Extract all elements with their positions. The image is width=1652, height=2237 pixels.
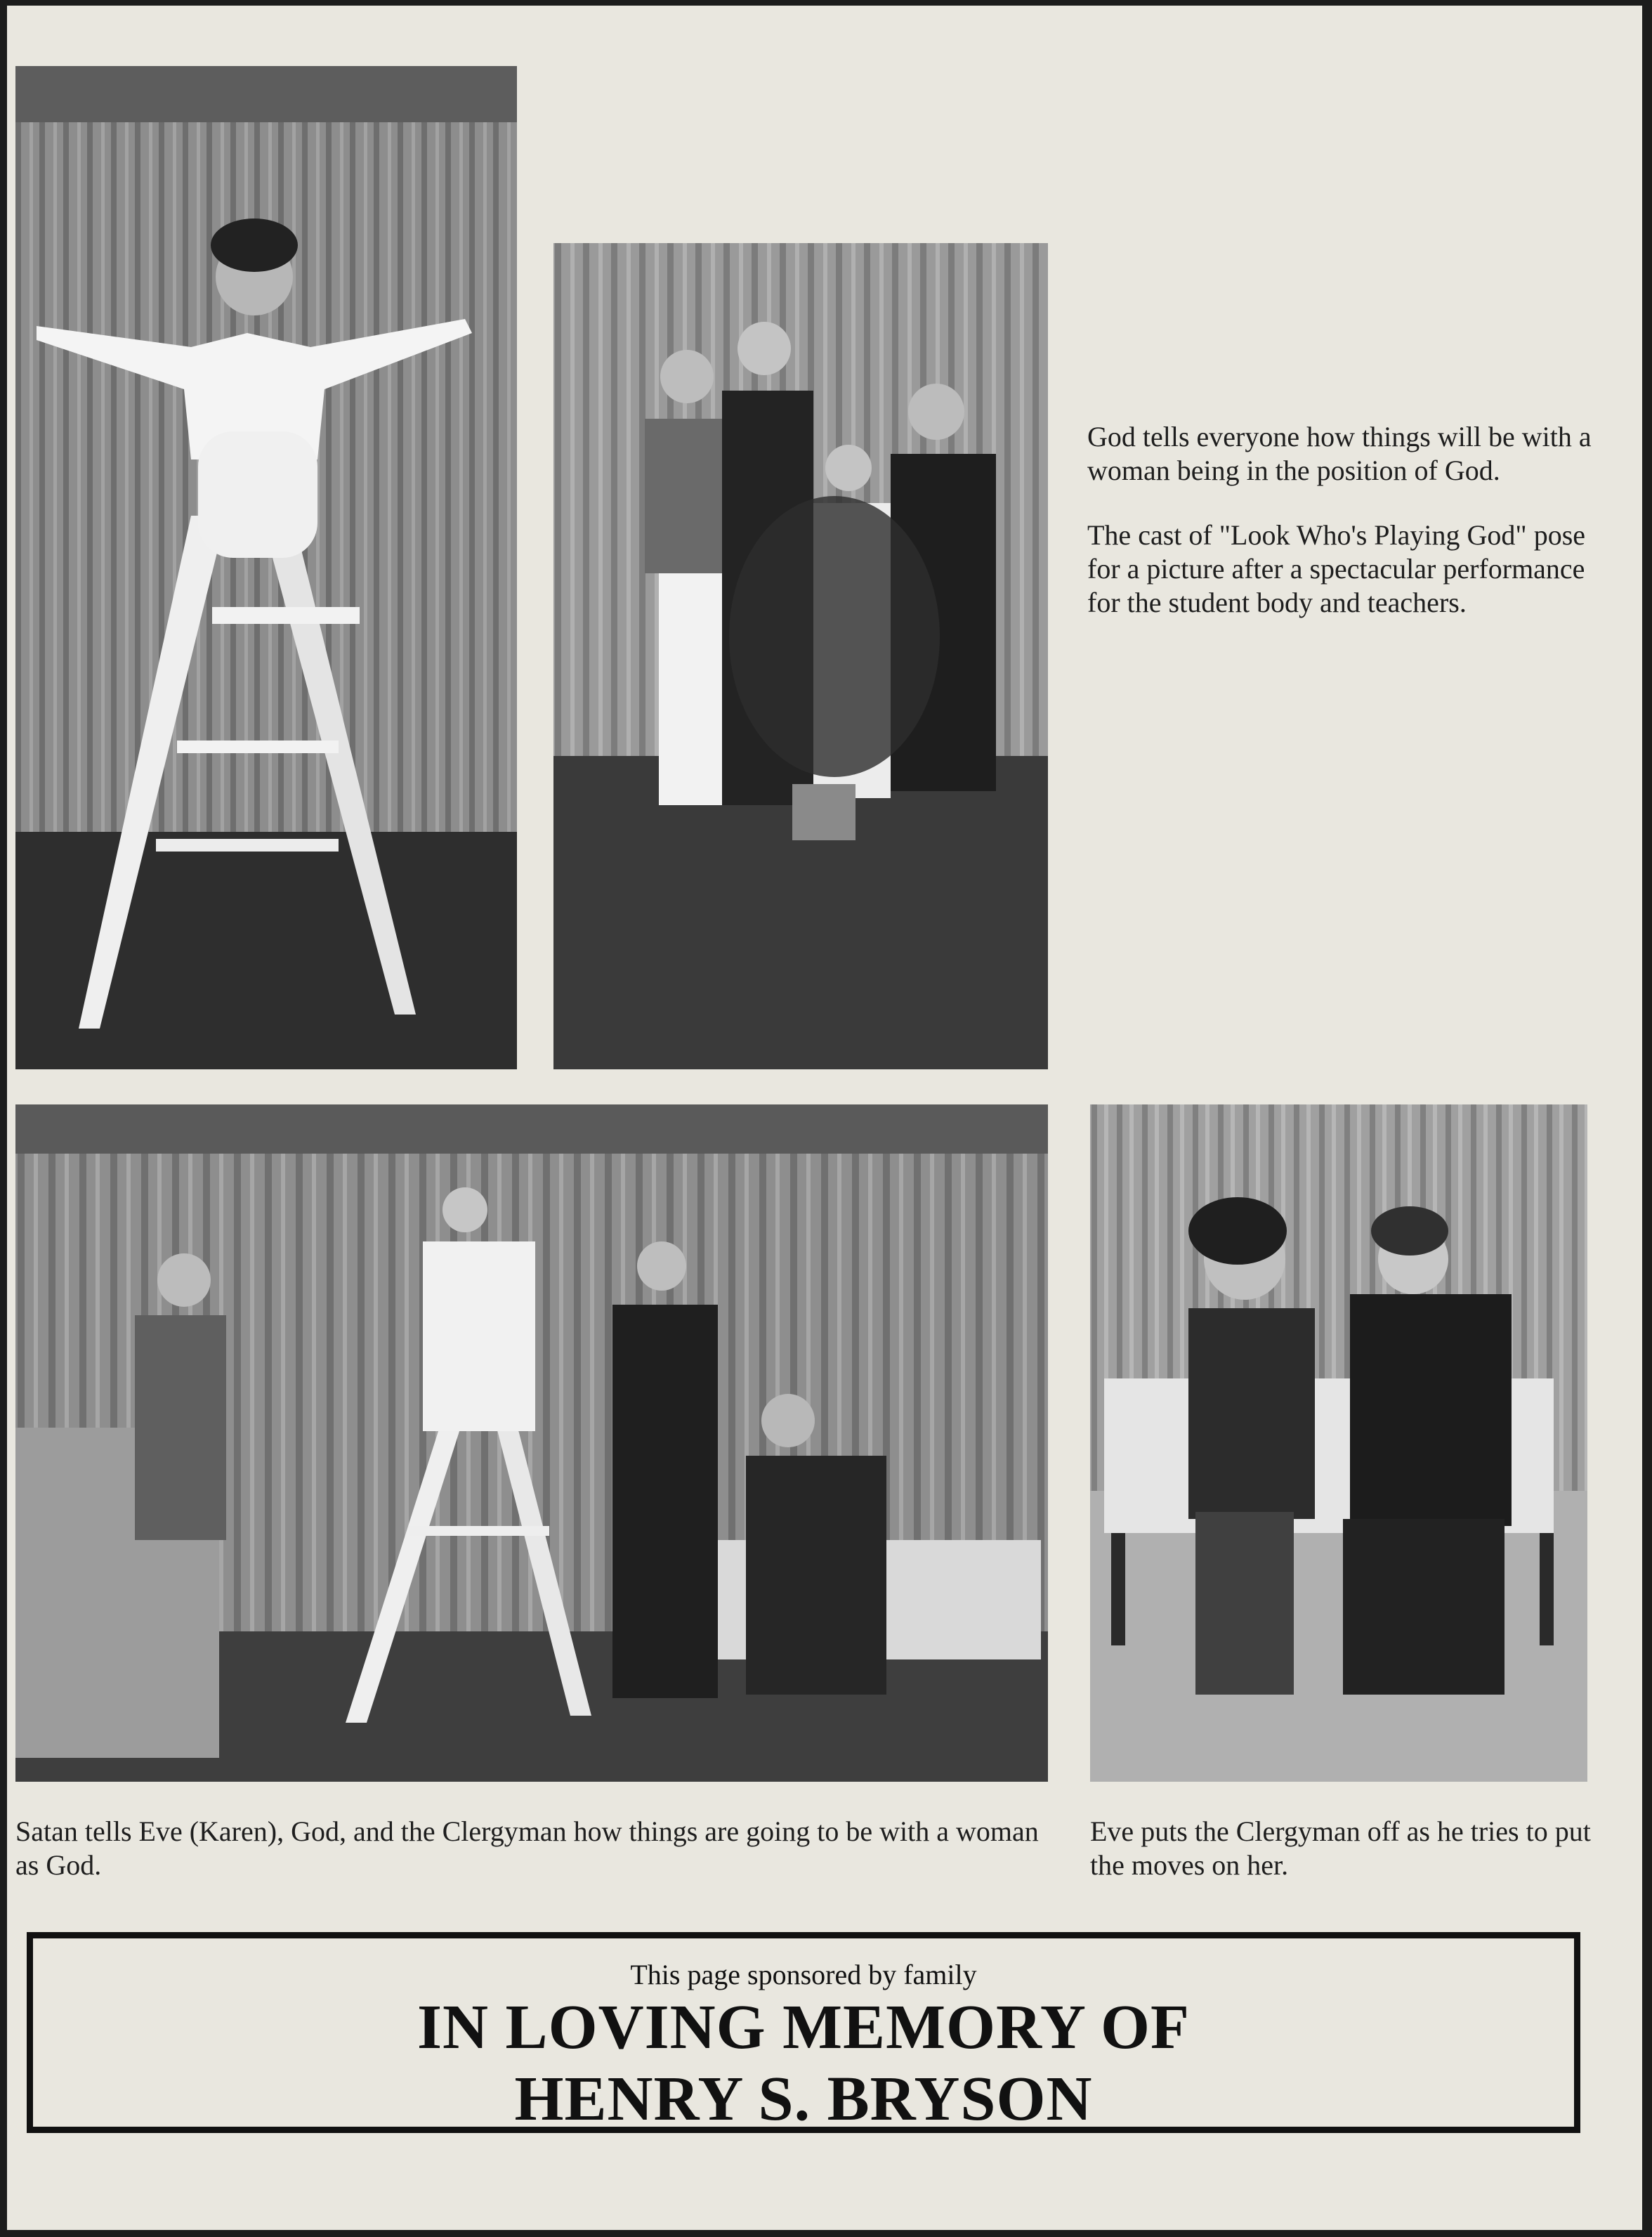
- sponsor-text: This page sponsored by family: [630, 1959, 977, 1990]
- memorial-box: [27, 1932, 1580, 2133]
- photo-god-on-ladder: [15, 66, 517, 1069]
- photo-cast-pose: [553, 243, 1048, 1069]
- yearbook-page: [7, 6, 1642, 2230]
- caption-god-tells: God tells everyone how things will be with a woman being in the position of God.: [1087, 421, 1592, 486]
- caption-satan-scene: Satan tells Eve (Karen), God, and the Clergyman how things are going to be with a woman as God.: [15, 1815, 1039, 1881]
- caption-top-right: [1087, 420, 1593, 651]
- caption-bench-scene: Eve puts the Clergyman off as he tries to put the moves on her.: [1090, 1815, 1591, 1881]
- memorial-line-1: IN LOVING MEMORY OF: [417, 1993, 1190, 2062]
- photo-satan-scene: [15, 1104, 1048, 1782]
- photo-bench-scene: [1090, 1104, 1587, 1782]
- caption-cast-pose: The cast of "Look Who's Playing God" pose for a picture after a spectacular performance for the student body and teachers.: [1087, 519, 1586, 618]
- memorial-line-2: HENRY S. BRYSON: [514, 2064, 1093, 2134]
